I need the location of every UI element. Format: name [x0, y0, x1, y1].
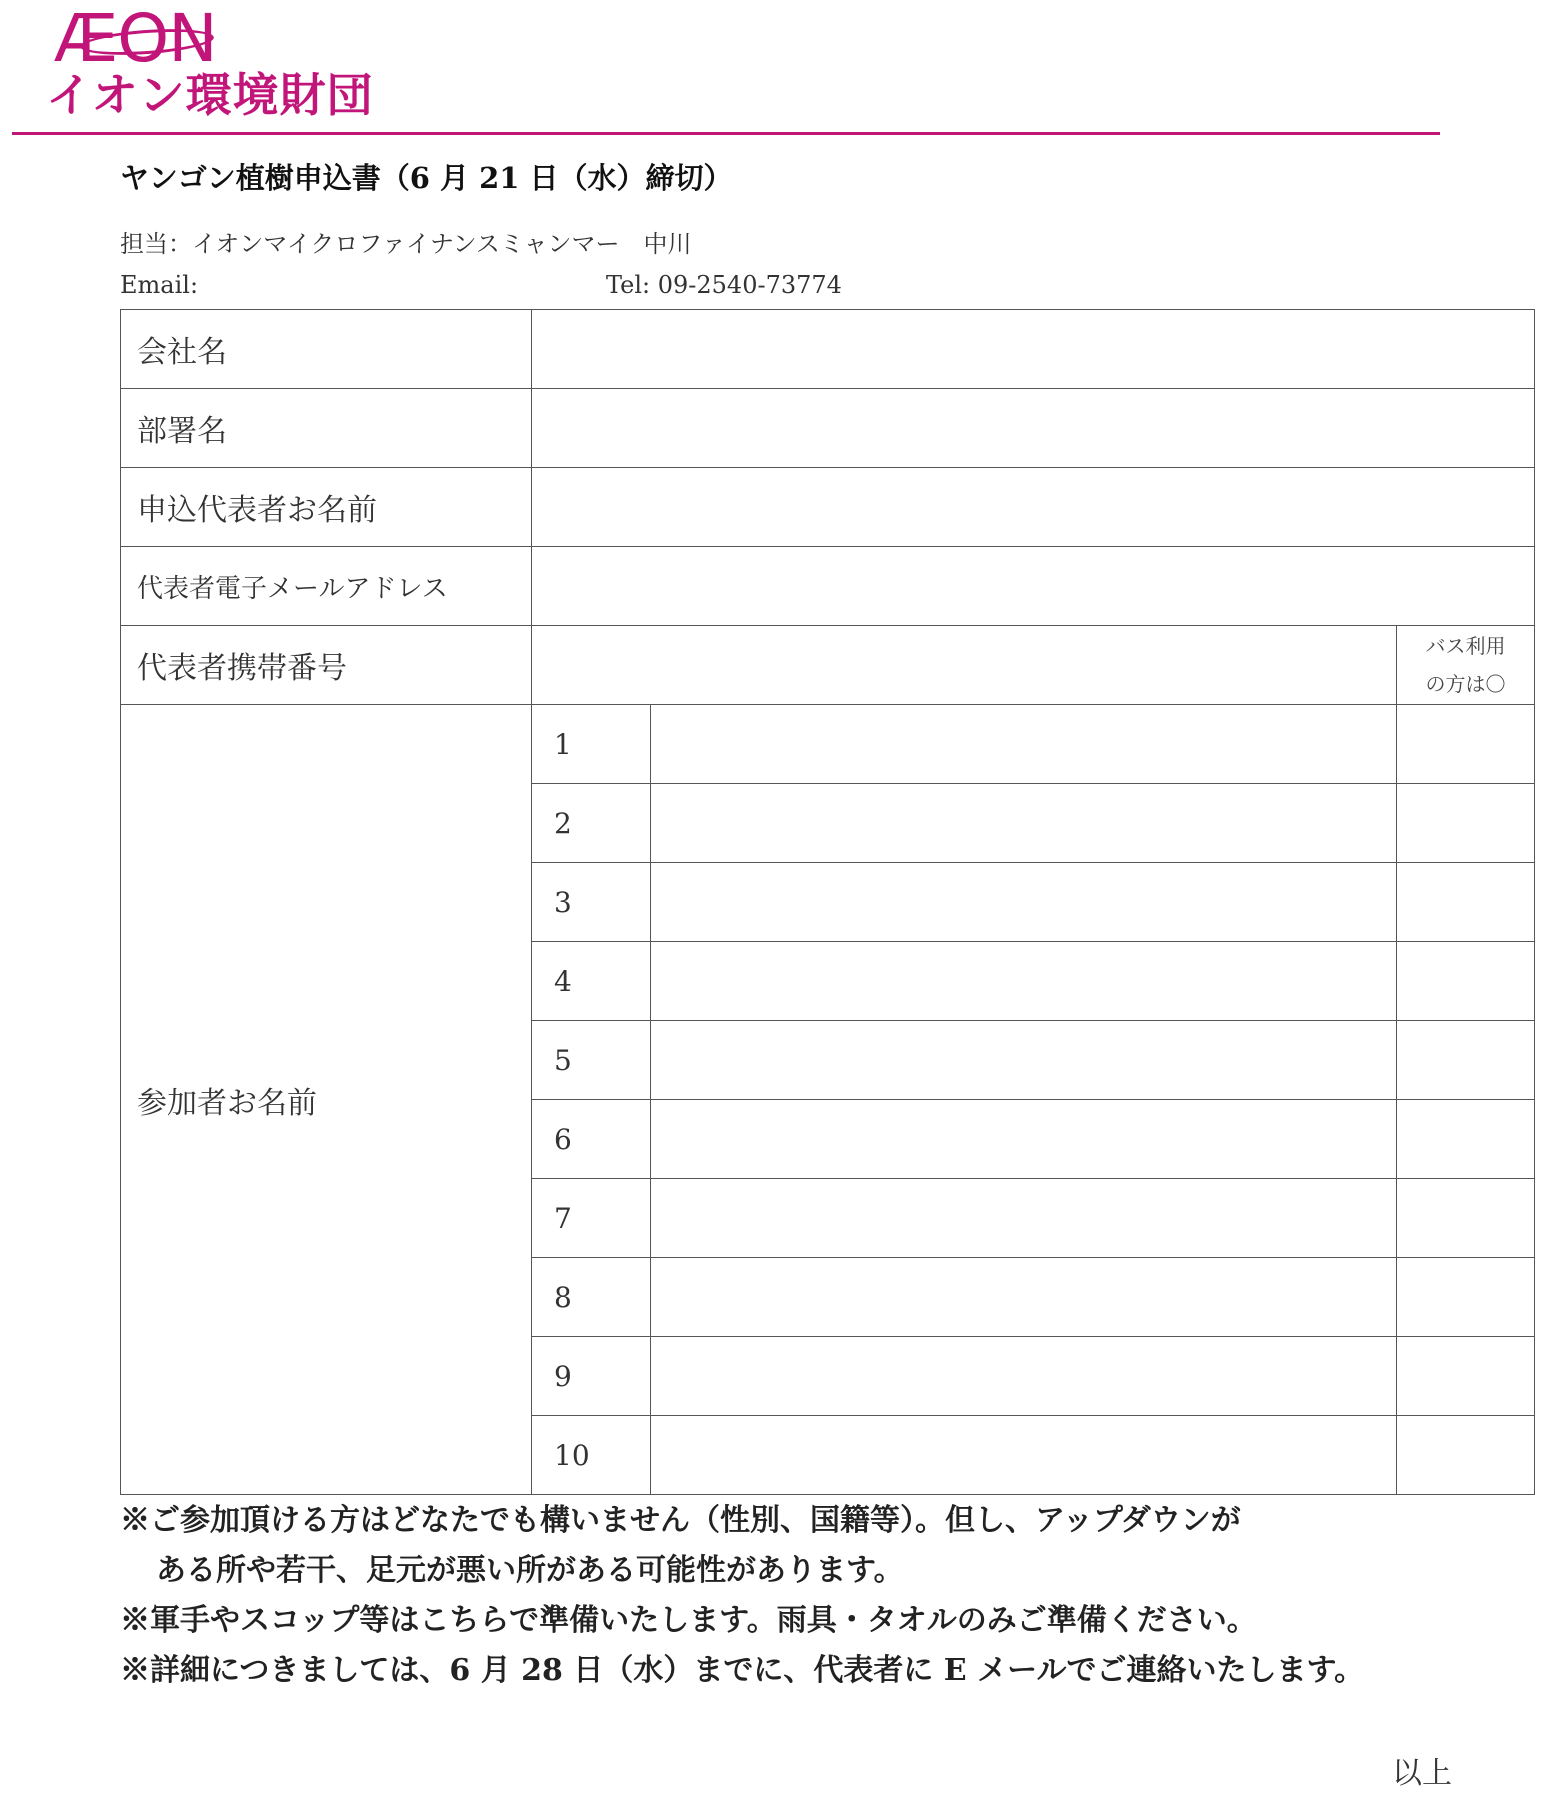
- bus-usage-field[interactable]: [1397, 705, 1535, 784]
- note-details: ※詳細につきましては、6 月 28 日（水）までに、代表者に E メールでご連絡いたします。: [120, 1653, 1365, 1688]
- participant-number: 8: [532, 1258, 651, 1337]
- participant-name-field[interactable]: [651, 784, 1397, 863]
- bus-usage-field[interactable]: [1397, 1179, 1535, 1258]
- participant-name-field[interactable]: [651, 1021, 1397, 1100]
- bus-usage-field[interactable]: [1397, 942, 1535, 1021]
- participant-number: 2: [532, 784, 651, 863]
- bus-usage-line2: の方は〇: [1425, 672, 1506, 696]
- closing-mark: 以上: [1392, 1756, 1452, 1791]
- page-title: ヤンゴン植樹申込書（6 月 21 日（水）締切）: [120, 161, 733, 195]
- participant-number: 7: [532, 1179, 651, 1258]
- bus-usage-field[interactable]: [1397, 1337, 1535, 1416]
- form-row-mobile: [121, 626, 1535, 705]
- bus-usage-line1: バス利用: [1425, 634, 1506, 658]
- header-divider: [12, 132, 1440, 135]
- note-participation-cont: ある所や若干、足元が悪い所がある可能性があります。: [156, 1553, 904, 1588]
- department-label: 部署名: [121, 389, 532, 468]
- aeon-logo: [46, 0, 406, 124]
- note-participation: ※ご参加頂ける方はどなたでも構いません（性別、国籍等）。但し、アップダウンが: [120, 1503, 1241, 1538]
- department-field[interactable]: [532, 389, 1535, 468]
- company-label: 会社名: [121, 310, 532, 389]
- logo-kana-text: イオン環境財団: [46, 68, 374, 122]
- participant-name-field[interactable]: [651, 705, 1397, 784]
- participant-row: [121, 705, 1535, 784]
- participant-number: 4: [532, 942, 651, 1021]
- participant-name-field[interactable]: [651, 1179, 1397, 1258]
- participant-number: 10: [532, 1416, 651, 1495]
- tel-number: Tel: 09-2540-73774: [606, 271, 842, 299]
- bus-usage-header: [1397, 626, 1535, 705]
- participant-number: 5: [532, 1021, 651, 1100]
- logo-latin-text: ÆON: [54, 0, 217, 77]
- bus-usage-field[interactable]: [1397, 1021, 1535, 1100]
- application-form-table: [120, 309, 1535, 1495]
- participant-number: 3: [532, 863, 651, 942]
- contact-person: 担当：イオンマイクロファイナンスミャンマー 中川: [120, 230, 692, 258]
- participant-number: 9: [532, 1337, 651, 1416]
- participant-name-field[interactable]: [651, 1416, 1397, 1495]
- email-label: Email:: [120, 271, 199, 299]
- bus-usage-field[interactable]: [1397, 1100, 1535, 1179]
- representative-label: 申込代表者お名前: [121, 468, 532, 547]
- bus-usage-field[interactable]: [1397, 1416, 1535, 1495]
- note-equipment: ※軍手やスコップ等はこちらで準備いたします。雨具・タオルのみご準備ください。: [120, 1603, 1257, 1638]
- participant-name-field[interactable]: [651, 1100, 1397, 1179]
- participants-label: 参加者お名前: [121, 705, 532, 1495]
- bus-usage-field[interactable]: [1397, 784, 1535, 863]
- form-row-email: [121, 547, 1535, 626]
- representative-mobile-field[interactable]: [532, 626, 1397, 705]
- form-row-company: [121, 310, 1535, 389]
- representative-mobile-label: 代表者携帯番号: [121, 626, 532, 705]
- representative-email-label: 代表者電子メールアドレス: [121, 547, 532, 626]
- bus-usage-field[interactable]: [1397, 863, 1535, 942]
- bus-usage-field[interactable]: [1397, 1258, 1535, 1337]
- participant-name-field[interactable]: [651, 1337, 1397, 1416]
- notes-section: [120, 1496, 1364, 1696]
- form-row-department: [121, 389, 1535, 468]
- form-row-representative: [121, 468, 1535, 547]
- company-field[interactable]: [532, 310, 1535, 389]
- representative-field[interactable]: [532, 468, 1535, 547]
- participant-name-field[interactable]: [651, 863, 1397, 942]
- participant-number: 1: [532, 705, 651, 784]
- participant-name-field[interactable]: [651, 1258, 1397, 1337]
- participant-name-field[interactable]: [651, 942, 1397, 1021]
- representative-email-field[interactable]: [532, 547, 1535, 626]
- participant-number: 6: [532, 1100, 651, 1179]
